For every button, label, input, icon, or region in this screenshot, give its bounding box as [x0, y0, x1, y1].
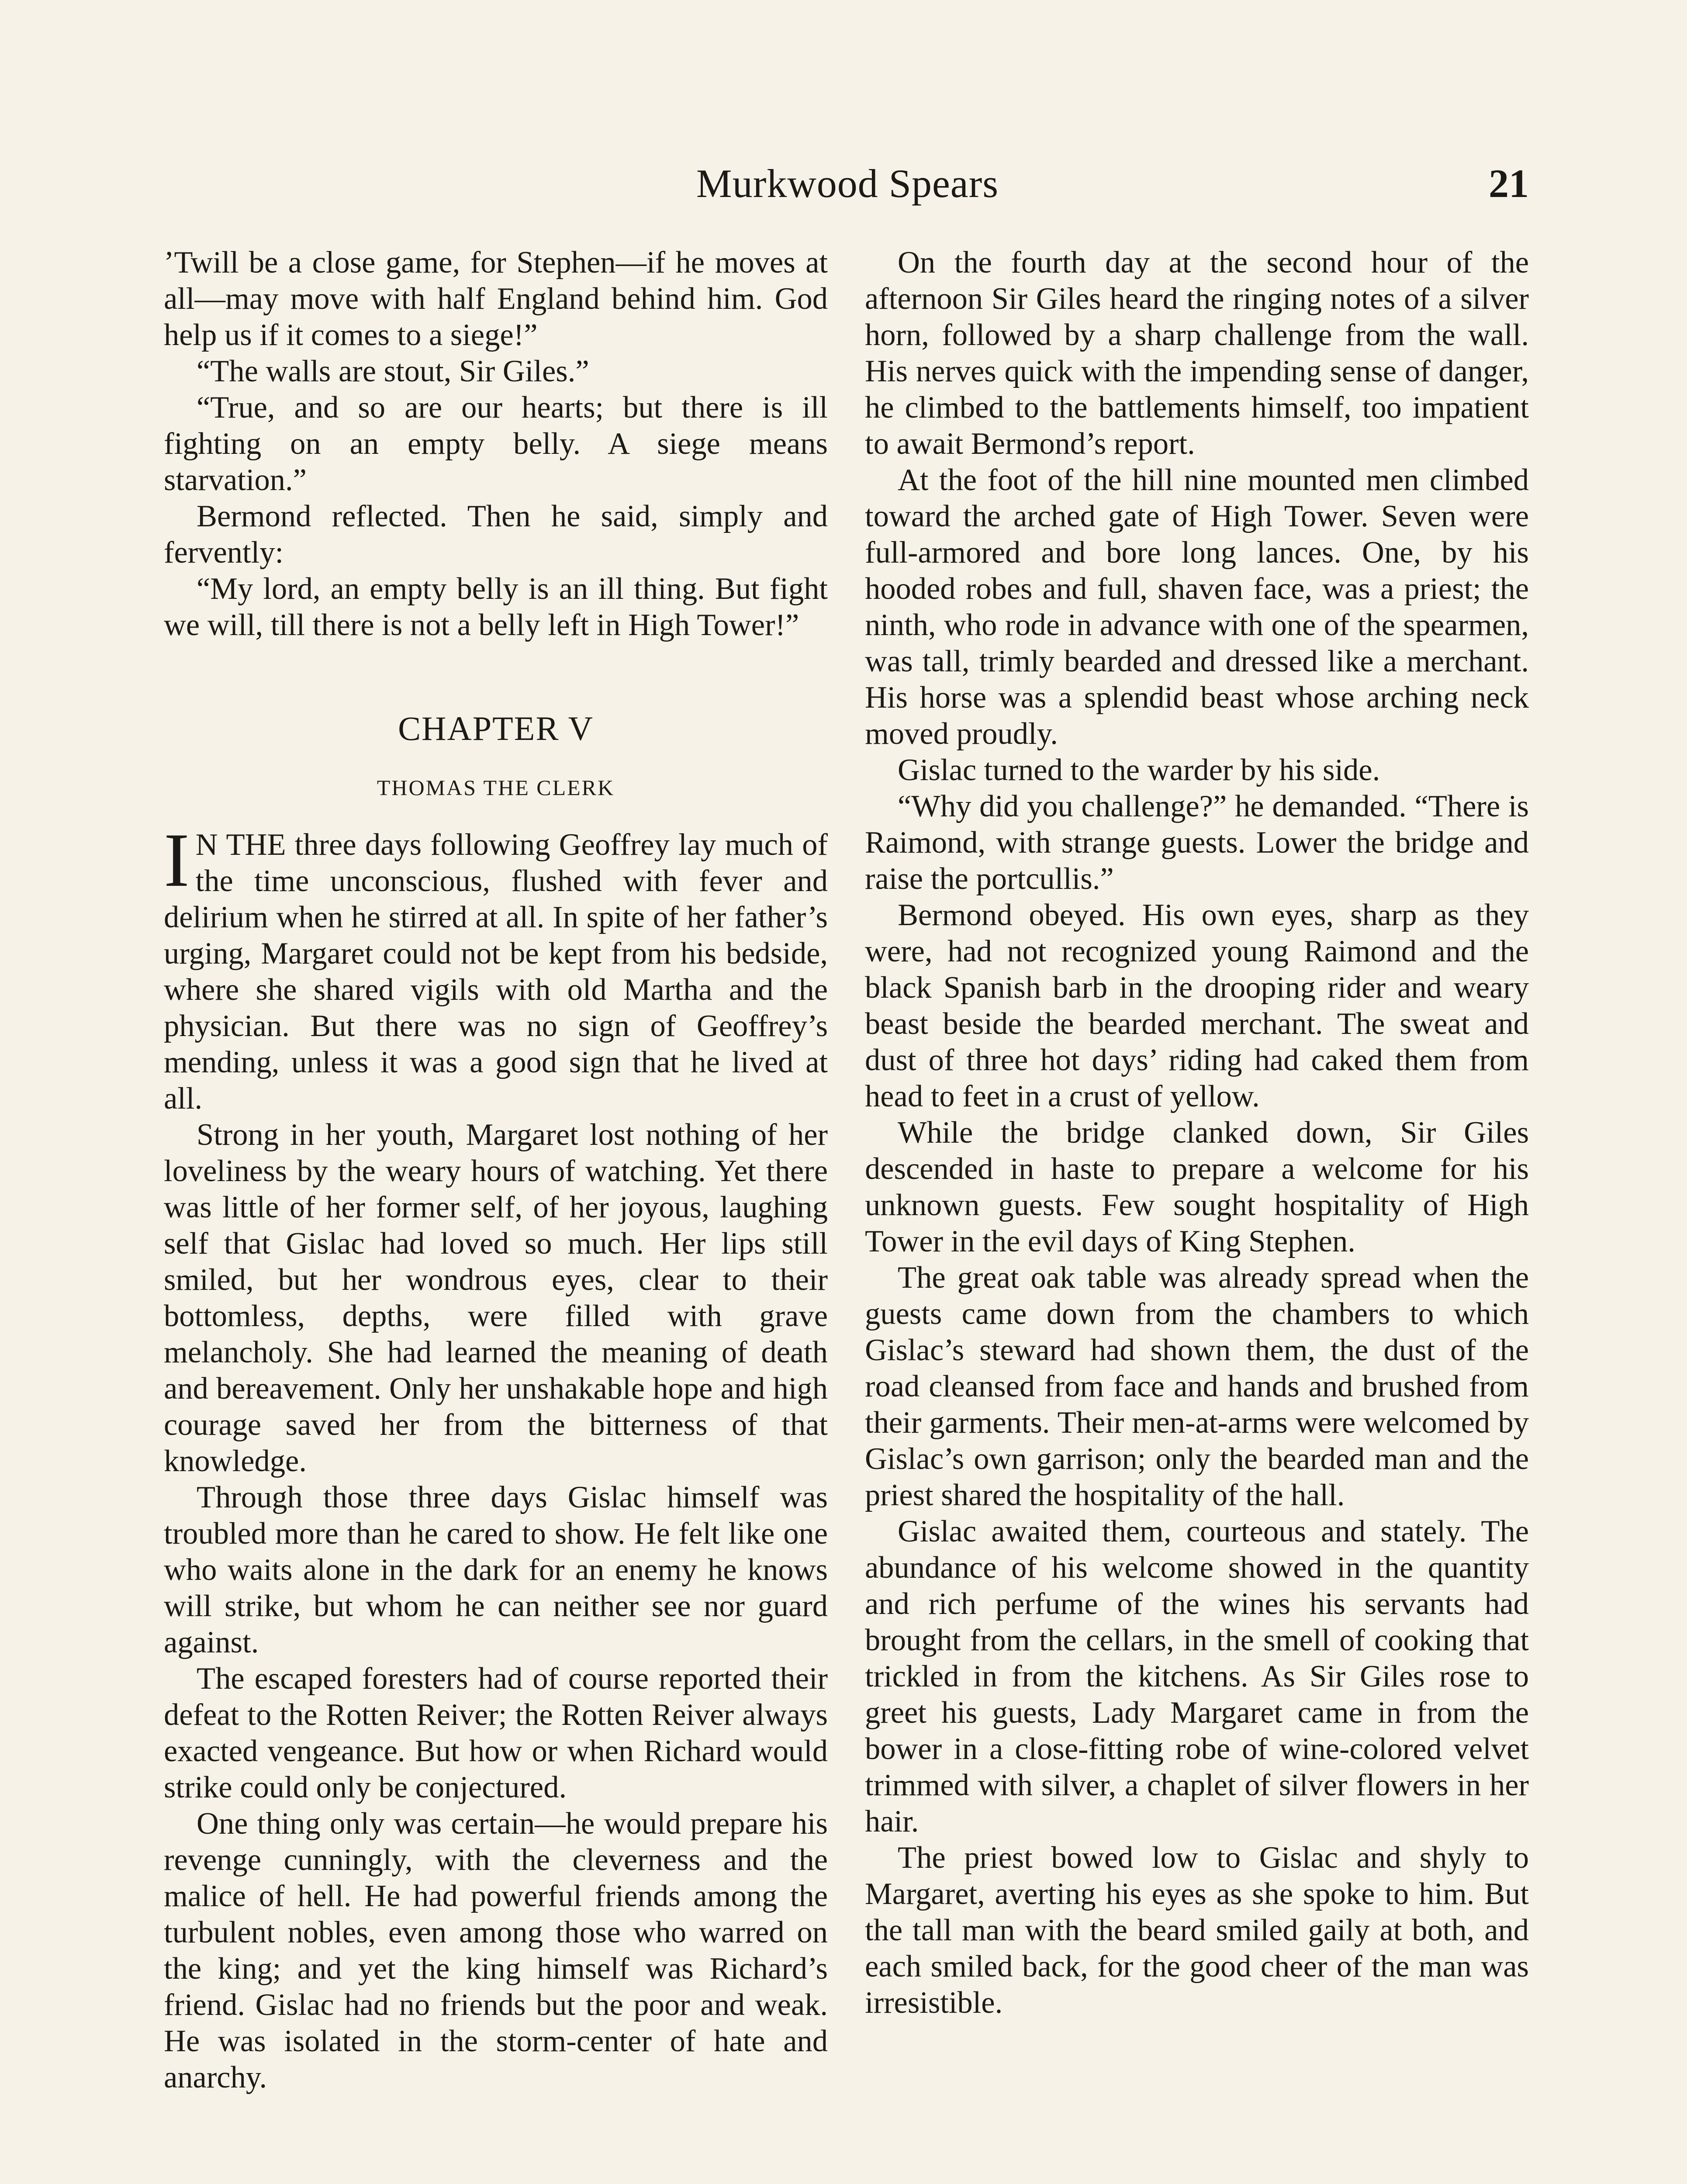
paragraph: At the foot of the hill nine mounted men climbed toward the arched gate of High Tower. Seven were full-armored and bore long lances. One, by his hooded robes and full, shaven face, was a priest; the ninth, who rode in advance with one of the spearmen, was tall, trimly bearded and dressed like a merchant. His horse was a splendid beast whose arching neck moved proudly. [865, 463, 1529, 751]
paragraph: The priest bowed low to Gislac and shyly to Margaret, averting his eyes as she spoke to him. But the tall man with the beard smiled gaily at both, and each smiled back, for the good cheer of the man was irresistible. [865, 1841, 1529, 2020]
paragraph: “True, and so are our hearts; but there is ill fighting on an empty belly. A siege means starvation.” [164, 390, 828, 497]
chapter-subtitle: THOMAS THE CLERK [377, 775, 615, 800]
paragraph: The escaped foresters had of course reported their defeat to the Rotten Reiver; the Rotten Reiver always exacted vengeance. But how or when Richard would strike could only be conjectured. [164, 1662, 828, 1804]
paragraph: Gislac awaited them, courteous and stately. The abundance of his welcome showed in the quantity and rich perfume of the wines his servants had brought from the cellars, in the smell of cooking that trickled in from the kitchens. As Sir Giles rose to greet his guests, Lady Margaret came in from the bower in a close-fitting robe of wine-colored velvet trimmed with silver, a chaplet of silver flowers in her hair. [865, 1514, 1529, 1838]
chapter-opening [164, 818, 828, 1117]
opening-paragraph-text: N THE three days following Geoffrey lay much of the time unconscious, flushed with fever and delirium when he stirred at all. In spite of her father’s urging, Margaret could not be kept from his bedside, where she shared vigils with old Martha and the physician. But there was no sign of Geoffrey’s mending, unless it was a good sign that he lived at all. [164, 828, 828, 1116]
running-title: Murkwood Spears [696, 161, 999, 206]
paragraph: “Why did you challenge?” he demanded. “There is Raimond, with strange guests. Lower the bridge and raise the portcullis.” [865, 789, 1529, 896]
paragraph: On the fourth day at the second hour of the afternoon Sir Giles heard the ringing notes of a silver horn, followed by a sharp challenge from the wall. His nerves quick with the impending sense of danger, he climbed to the battlements himself, too impatient to await Bermond’s report. [865, 245, 1529, 461]
paragraph: Bermond reflected. Then he said, simply and fervently: [164, 499, 828, 570]
drop-cap: I [164, 818, 190, 903]
paragraph: ’Twill be a close game, for Stephen—if he moves at all—may move with half England behind him. God help us if it comes to a siege!” [164, 245, 828, 352]
paragraph: “My lord, an empty belly is an ill thing. But fight we will, till there is not a belly left in High Tower!” [164, 572, 828, 642]
paragraph: Strong in her youth, Margaret lost nothing of her loveliness by the weary hours of watching. Yet there was little of her former self, of her joyous, laughing self that Gislac had loved so much. Her lips still smiled, but her wondrous eyes, clear to their bottomless, depths, were filled with grave melancholy. She had learned the meaning of death and bereavement. Only her unshakable hope and high courage saved her from the bitterness of that knowledge. [164, 1118, 828, 1478]
page-number: 21 [1489, 161, 1529, 206]
paragraph: Through those three days Gislac himself was troubled more than he cared to show. He felt like one who waits alone in the dark for an enemy he knows will strike, but whom he can neither see nor guard against. [164, 1480, 828, 1659]
paragraph: While the bridge clanked down, Sir Giles descended in haste to prepare a welcome for his unknown guests. Few sought hospitality of High Tower in the evil days of King Stephen. [865, 1116, 1529, 1258]
chapter-title: CHAPTER V [398, 709, 594, 747]
right-column [865, 245, 1529, 2184]
left-column [164, 245, 828, 2184]
opening-paragraph [164, 818, 828, 1117]
paragraph: Bermond obeyed. His own eyes, sharp as they were, had not recognized young Raimond and the black Spanish barb in the drooping rider and weary beast beside the bearded merchant. The sweat and dust of three hot days’ riding had caked them from head to feet in a crust of yellow. [865, 898, 1529, 1113]
paragraph: The great oak table was already spread when the guests came down from the chambers to which Gislac’s steward had shown them, the dust of the road cleansed from face and hands and brushed from their garments. Their men-at-arms were welcomed by Gislac’s own garrison; only the bearded man and the priest shared the hospitality of the hall. [865, 1261, 1529, 1512]
page-header [166, 157, 1529, 223]
paragraph: Gislac turned to the warder by his side. [898, 753, 1380, 787]
paragraph: One thing only was certain—he would prepare his revenge cunningly, with the cleverness and the malice of hell. He had powerful friends among the turbulent nobles, even among those who warred on the king; and yet the king himself was Richard’s friend. Gislac had no friends but the poor and weak. He was isolated in the storm-center of hate and anarchy. [164, 1807, 828, 2094]
paragraph: “The walls are stout, Sir Giles.” [197, 354, 589, 388]
